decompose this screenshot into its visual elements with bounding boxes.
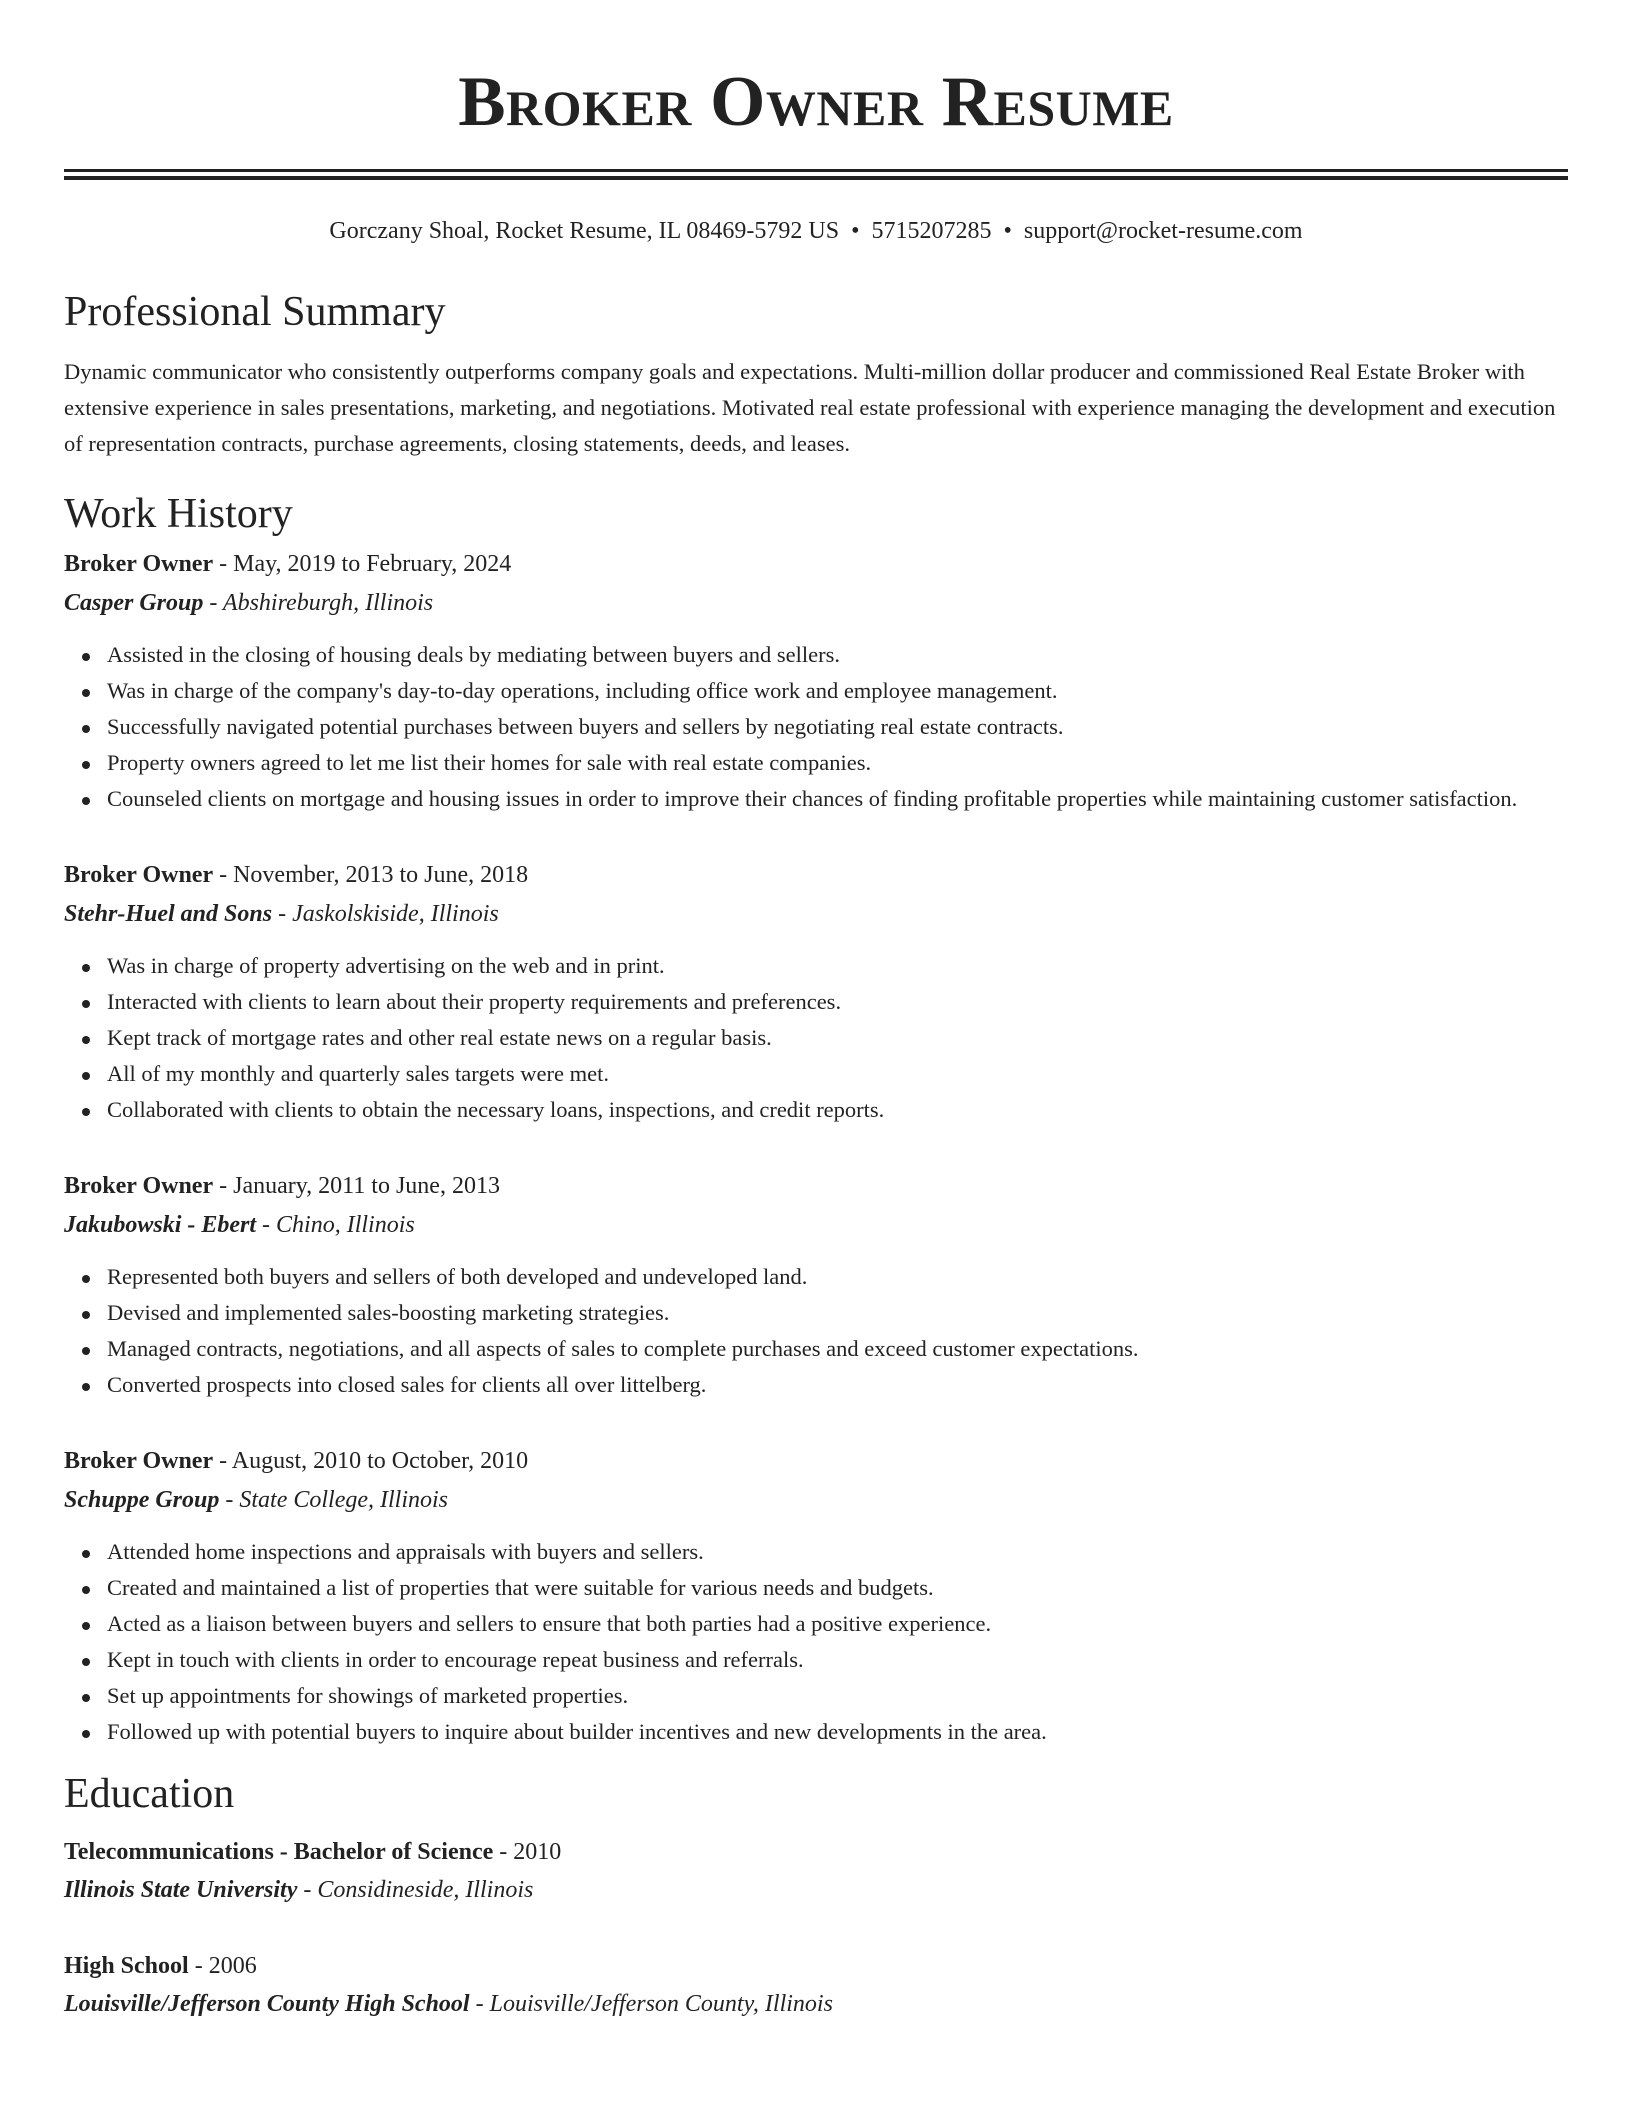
job-bullet: All of my monthly and quarterly sales targets were met.: [64, 1056, 1568, 1092]
education-school: Illinois State University: [64, 1877, 298, 1903]
education-degree-line: [64, 1834, 1568, 1870]
job-bullet-list: [64, 1534, 1568, 1750]
job-bullet: Devised and implemented sales-boosting marketing strategies.: [64, 1295, 1568, 1331]
job-bullet: Collaborated with clients to obtain the necessary loans, inspections, and credit reports.: [64, 1092, 1568, 1128]
summary-heading: Professional Summary: [64, 289, 446, 335]
header-double-rule: [64, 169, 1568, 180]
contact-separator: •: [1003, 218, 1012, 244]
contact-separator: •: [851, 218, 860, 244]
job-entry: [64, 857, 1568, 1128]
company-line: [64, 1482, 1568, 1518]
job-title: Broker Owner: [64, 862, 214, 888]
education-location: - Louisville/Jefferson County, Illinois: [469, 1991, 833, 2017]
job-bullet: Managed contracts, negotiations, and all aspects of sales to complete purchases and exceed customer expectations.: [64, 1331, 1568, 1367]
contact-email: support@rocket-resume.com: [1023, 218, 1303, 244]
company-location: - State College, Illinois: [219, 1487, 449, 1513]
resume-name: Broker Owner Resume: [458, 63, 1174, 141]
job-title-line: [64, 1443, 1568, 1479]
job-bullet: Kept in touch with clients in order to encourage repeat business and referrals.: [64, 1642, 1568, 1678]
job-title: Broker Owner: [64, 1173, 214, 1199]
education-heading: Education: [64, 1771, 235, 1817]
job-title: Broker Owner: [64, 551, 214, 577]
job-dates: - May, 2019 to February, 2024: [213, 551, 512, 577]
company-name: Casper Group: [64, 590, 204, 616]
job-title-line: [64, 546, 1568, 582]
education-degree-line: [64, 1948, 1568, 1984]
education-entry: [64, 1834, 1568, 1908]
company-name: Schuppe Group: [64, 1487, 220, 1513]
education-year: - 2010: [493, 1839, 562, 1865]
contact-phone: 5715207285: [871, 218, 992, 244]
job-bullet: Property owners agreed to let me list their homes for sale with real estate companies.: [64, 745, 1568, 781]
job-bullet: Assisted in the closing of housing deals by mediating between buyers and sellers.: [64, 637, 1568, 673]
job-bullet: Acted as a liaison between buyers and sellers to ensure that both parties had a positive experience.: [64, 1606, 1568, 1642]
company-location: - Jaskolskiside, Illinois: [272, 901, 499, 927]
job-bullet: Followed up with potential buyers to inquire about builder incentives and new developments in the area.: [64, 1714, 1568, 1750]
resume-page: [64, 0, 1568, 2022]
company-location: - Chino, Illinois: [256, 1212, 415, 1238]
job-bullet-list: [64, 637, 1568, 817]
education-degree: High School: [64, 1953, 189, 1979]
job-bullet: Represented both buyers and sellers of both developed and undeveloped land.: [64, 1259, 1568, 1295]
job-bullet-list: [64, 1259, 1568, 1403]
company-name: Stehr-Huel and Sons: [64, 901, 273, 927]
job-dates: - November, 2013 to June, 2018: [213, 862, 529, 888]
education-list: [64, 1834, 1568, 2022]
company-line: [64, 1207, 1568, 1243]
job-bullet: Set up appointments for showings of marketed properties.: [64, 1678, 1568, 1714]
job-bullet: Converted prospects into closed sales for clients all over littelberg.: [64, 1367, 1568, 1403]
work-history-list: [64, 546, 1568, 1750]
contact-address: Gorczany Shoal, Rocket Resume, IL 08469-5792 US: [329, 218, 840, 244]
education-year: - 2006: [188, 1953, 257, 1979]
education-location: - Considineside, Illinois: [297, 1877, 534, 1903]
job-bullet: Interacted with clients to learn about their property requirements and preferences.: [64, 984, 1568, 1020]
summary-text: Dynamic communicator who consistently outperforms company goals and expectations. Multi-million dollar producer and commissioned Real Estate Broker with extensive experience in sales presentations, marketing, and negotiations. Motivated real estate professional with experience managing the development and execution of representation contracts, purchase agreements, closing statements, deeds, and leases.: [64, 359, 1556, 456]
job-bullet: Was in charge of the company's day-to-day operations, including office work and employee management.: [64, 673, 1568, 709]
education-school-line: [64, 1986, 1568, 2022]
job-title-line: [64, 857, 1568, 893]
job-bullet-list: [64, 948, 1568, 1128]
job-bullet: Was in charge of property advertising on the web and in print.: [64, 948, 1568, 984]
job-bullet: Counseled clients on mortgage and housing issues in order to improve their chances of finding profitable properties while maintaining customer satisfaction.: [64, 781, 1568, 817]
job-entry: [64, 1168, 1568, 1403]
company-location: - Abshireburgh, Illinois: [203, 590, 434, 616]
job-title: Broker Owner: [64, 1448, 214, 1474]
company-line: [64, 896, 1568, 932]
job-entry: [64, 546, 1568, 817]
contact-line: [64, 216, 1568, 246]
job-bullet: Attended home inspections and appraisals with buyers and sellers.: [64, 1534, 1568, 1570]
company-line: [64, 585, 1568, 621]
job-entry: [64, 1443, 1568, 1750]
job-dates: - August, 2010 to October, 2010: [213, 1448, 529, 1474]
company-name: Jakubowski - Ebert: [64, 1212, 257, 1238]
education-school-line: [64, 1872, 1568, 1908]
job-dates: - January, 2011 to June, 2013: [213, 1173, 500, 1199]
job-bullet: Kept track of mortgage rates and other real estate news on a regular basis.: [64, 1020, 1568, 1056]
job-bullet: Created and maintained a list of properties that were suitable for various needs and budgets.: [64, 1570, 1568, 1606]
job-title-line: [64, 1168, 1568, 1204]
education-school: Louisville/Jefferson County High School: [64, 1991, 470, 2017]
work-history-heading: Work History: [64, 491, 293, 537]
education-degree: Telecommunications - Bachelor of Science: [64, 1839, 494, 1865]
job-bullet: Successfully navigated potential purchases between buyers and sellers by negotiating real estate contracts.: [64, 709, 1568, 745]
education-entry: [64, 1948, 1568, 2022]
